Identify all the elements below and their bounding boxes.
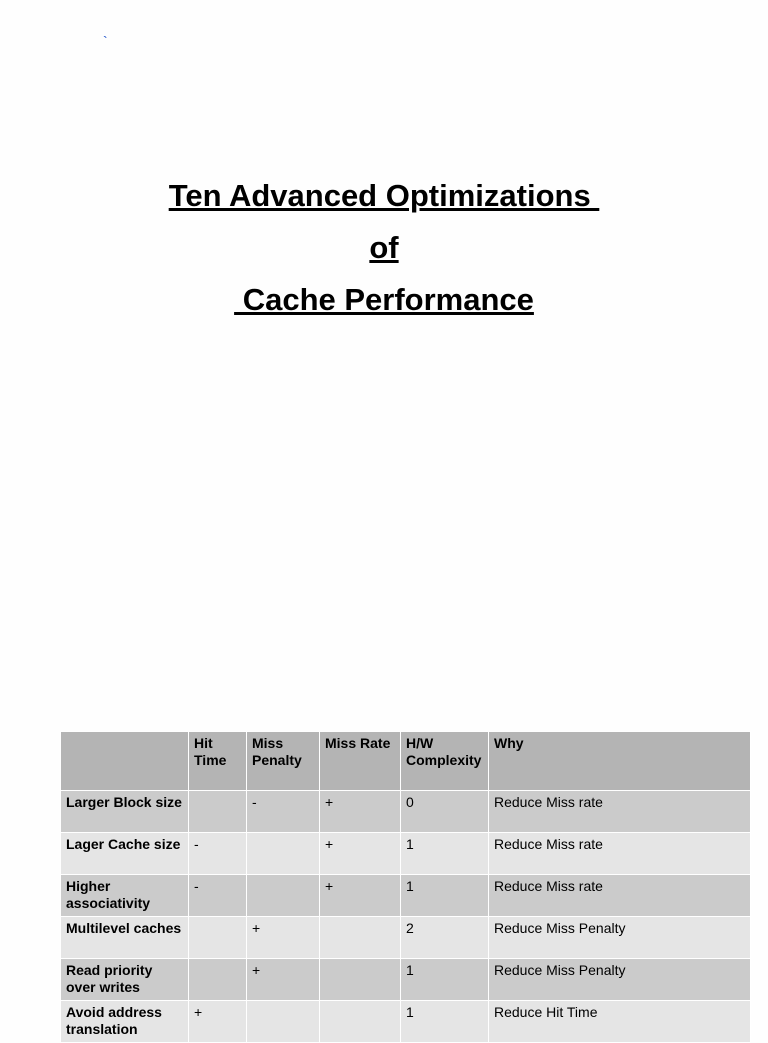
hw-complexity-cell: 0	[401, 791, 489, 833]
miss-rate-cell	[320, 917, 401, 959]
why-cell: Reduce Miss Penalty	[489, 959, 751, 1001]
header-cell-blank	[61, 732, 189, 791]
table-header-row	[61, 732, 751, 791]
why-cell: Reduce Miss rate	[489, 875, 751, 917]
miss-penalty-cell: -	[247, 791, 320, 833]
miss-penalty-cell	[247, 1001, 320, 1043]
table-row	[61, 917, 751, 959]
hw-complexity-cell: 1	[401, 959, 489, 1001]
hw-complexity-cell: 2	[401, 917, 489, 959]
row-label-cell: Read priority over writes	[61, 959, 189, 1001]
miss-penalty-cell	[247, 875, 320, 917]
hit-time-cell	[189, 917, 247, 959]
hw-complexity-cell: 1	[401, 833, 489, 875]
hit-time-cell	[189, 791, 247, 833]
hw-complexity-cell: 1	[401, 875, 489, 917]
header-cell-hw-complexity: H/W Complexity	[401, 732, 489, 791]
row-label-cell: Lager Cache size	[61, 833, 189, 875]
miss-penalty-cell	[247, 833, 320, 875]
hit-time-cell: -	[189, 833, 247, 875]
row-label-cell: Larger Block size	[61, 791, 189, 833]
hit-time-cell: -	[189, 875, 247, 917]
hit-time-cell	[189, 959, 247, 1001]
table-row	[61, 875, 751, 917]
table-row	[61, 1001, 751, 1043]
table-row	[61, 959, 751, 1001]
title-line-3: Cache Performance	[234, 282, 534, 317]
why-cell: Reduce Hit Time	[489, 1001, 751, 1043]
hit-time-cell: +	[189, 1001, 247, 1043]
why-cell: Reduce Miss rate	[489, 791, 751, 833]
miss-rate-cell	[320, 1001, 401, 1043]
miss-rate-cell: +	[320, 791, 401, 833]
document-title	[0, 170, 768, 326]
header-cell-hit-time: Hit Time	[189, 732, 247, 791]
header-cell-why: Why	[489, 732, 751, 791]
row-label-cell: Higher associativity	[61, 875, 189, 917]
optimizations-table	[60, 731, 751, 1043]
miss-rate-cell	[320, 959, 401, 1001]
header-cell-miss-rate: Miss Rate	[320, 732, 401, 791]
title-line-2: of	[369, 230, 399, 265]
why-cell: Reduce Miss Penalty	[489, 917, 751, 959]
table-row	[61, 833, 751, 875]
title-line-1: Ten Advanced Optimizations	[168, 178, 600, 213]
miss-rate-cell: +	[320, 833, 401, 875]
table-row	[61, 791, 751, 833]
why-cell: Reduce Miss rate	[489, 833, 751, 875]
miss-penalty-cell: +	[247, 959, 320, 1001]
stray-tick-mark: `	[103, 33, 108, 49]
row-label-cell: Multilevel caches	[61, 917, 189, 959]
miss-rate-cell: +	[320, 875, 401, 917]
header-cell-miss-penalty: Miss Penalty	[247, 732, 320, 791]
hw-complexity-cell: 1	[401, 1001, 489, 1043]
miss-penalty-cell: +	[247, 917, 320, 959]
optimizations-table-container	[60, 731, 750, 1043]
row-label-cell: Avoid address translation	[61, 1001, 189, 1043]
